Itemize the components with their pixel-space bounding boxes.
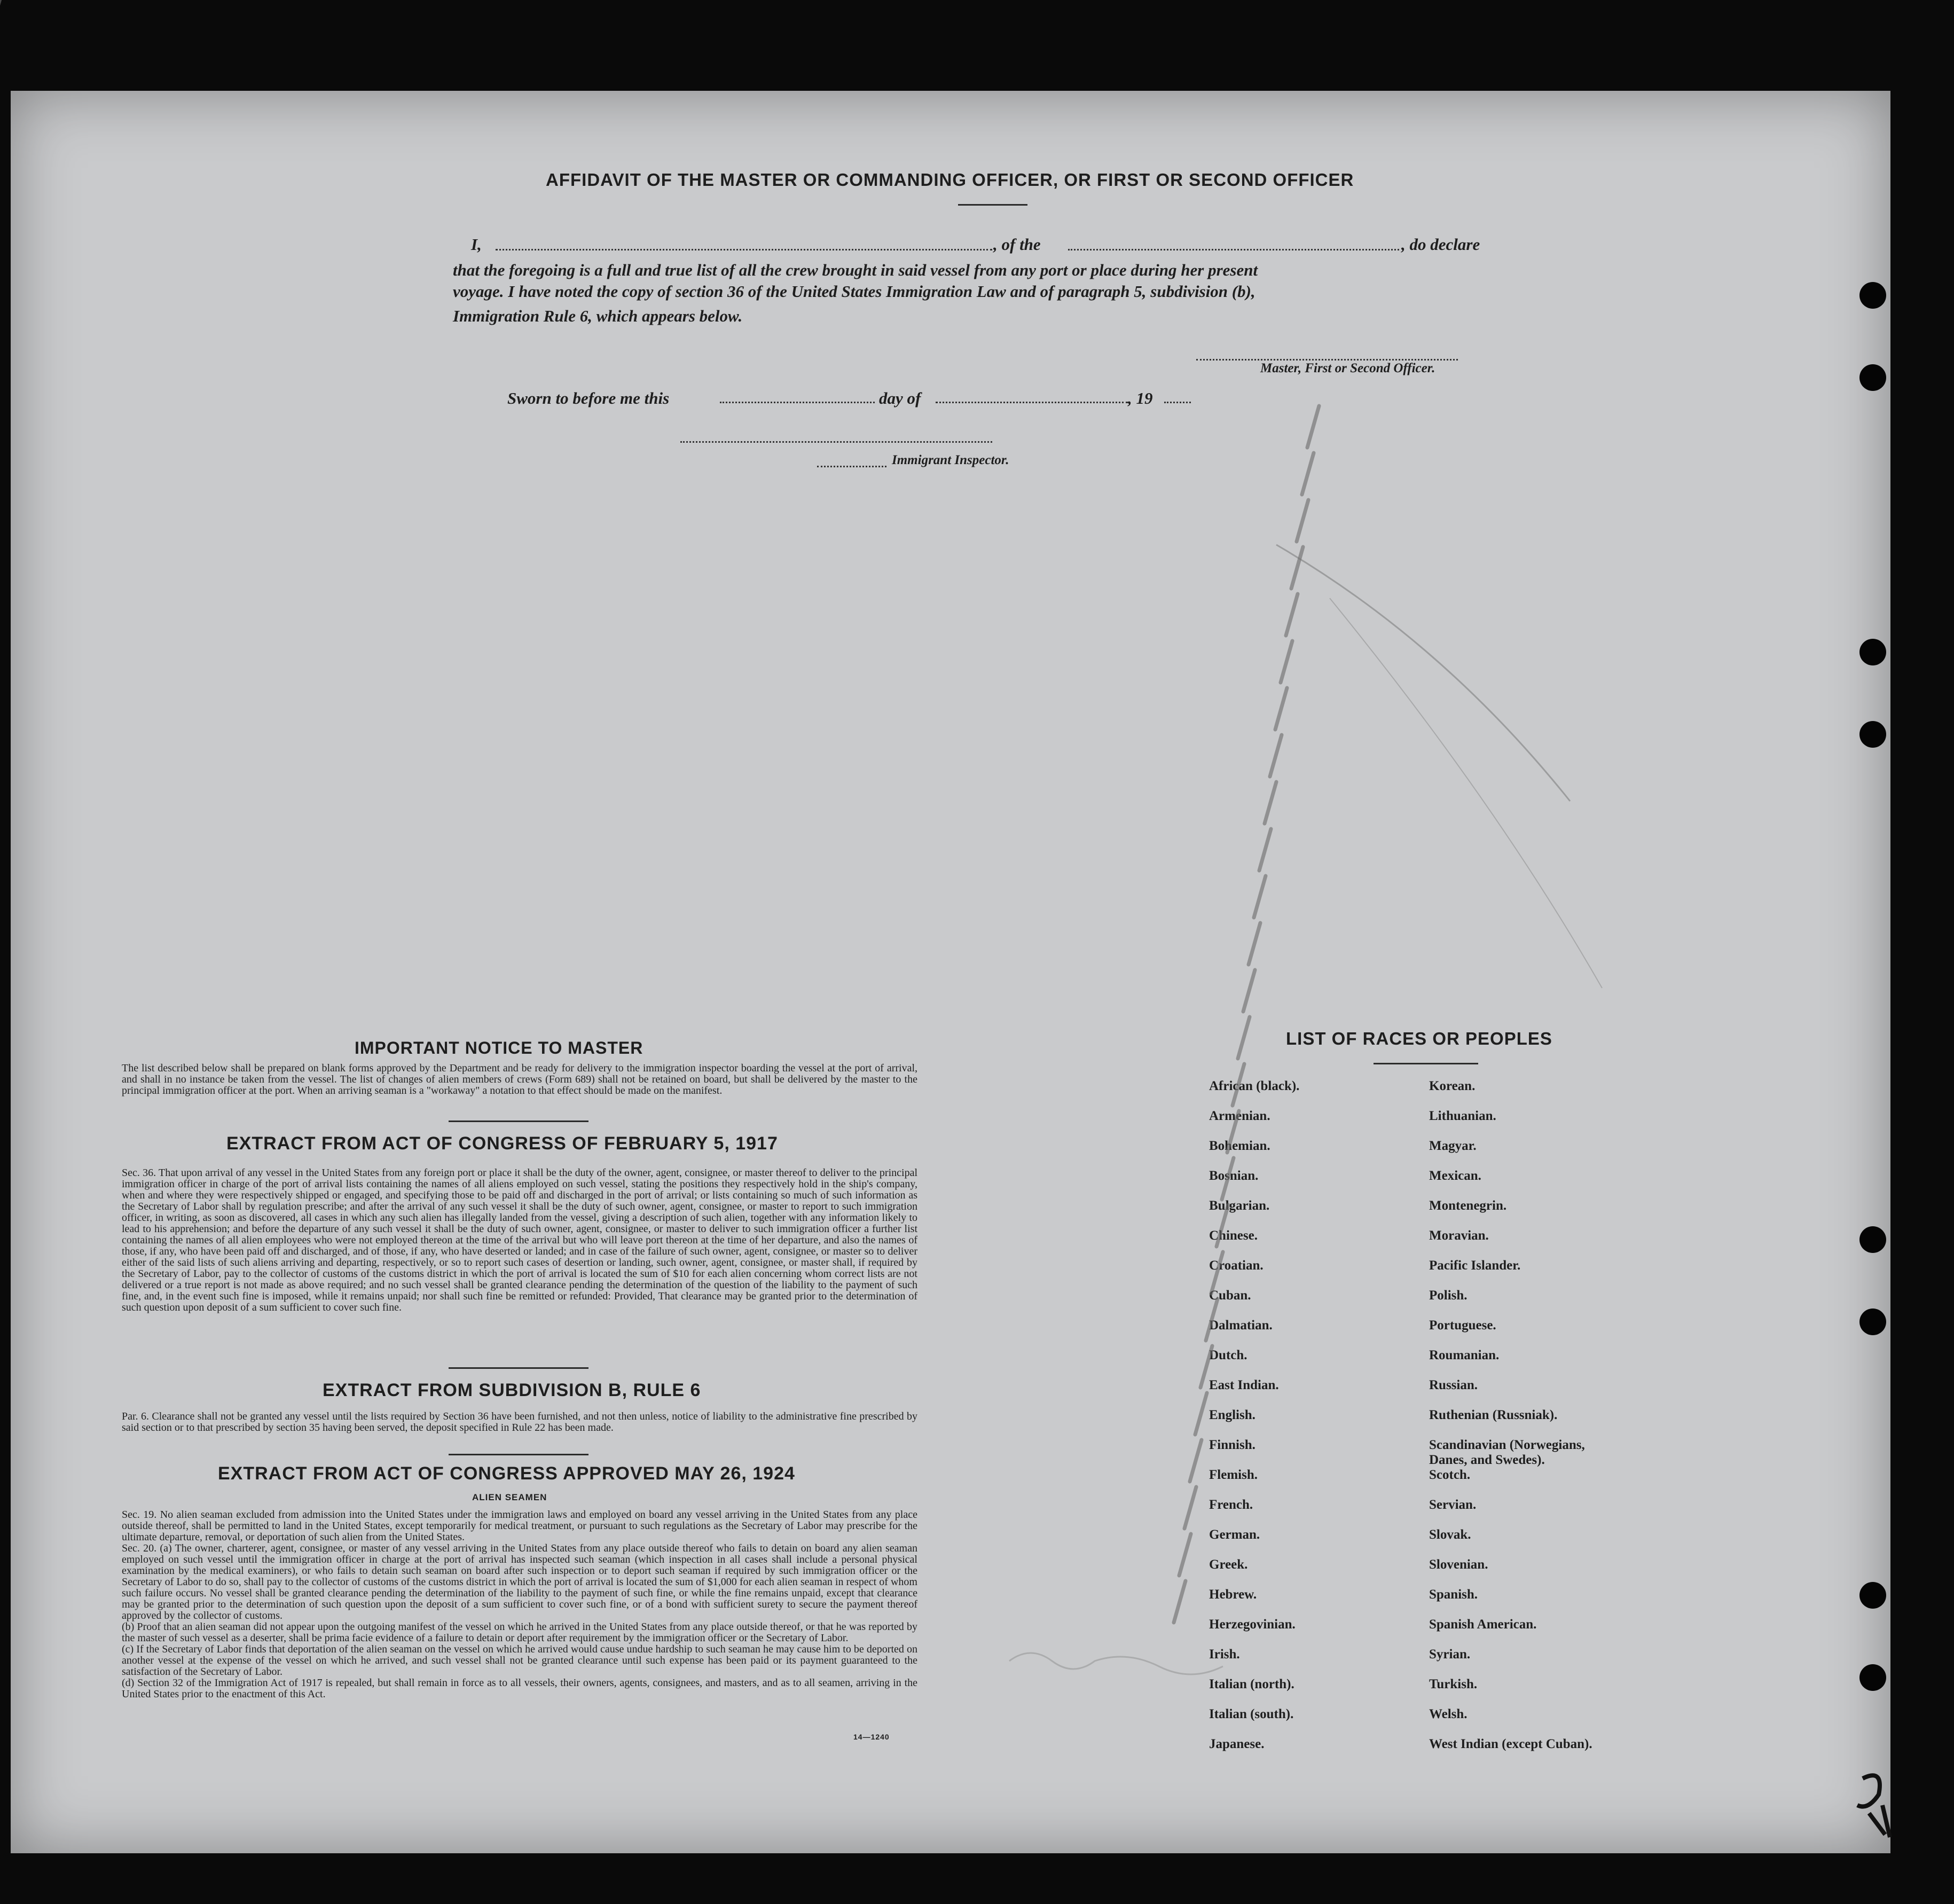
rule-6-title: EXTRACT FROM SUBDIVISION B, RULE 6 — [323, 1380, 701, 1400]
race-item: Cuban. — [1209, 1288, 1251, 1303]
race-item: Japanese. — [1209, 1737, 1265, 1751]
race-item: Syrian. — [1429, 1647, 1471, 1662]
race-item: Bosnian. — [1209, 1169, 1259, 1183]
race-item: Lithuanian. — [1429, 1109, 1496, 1123]
race-item: African (black). — [1209, 1079, 1300, 1093]
day-of-text: day of — [879, 389, 921, 408]
pencil-stroke — [1302, 453, 1314, 495]
extract-1917-text: Sec. 36. That upon arrival of any vessel in the United States from any foreign port or place it shall be the duty of the owner, agent, consignee, or master thereof to deliver to the principal immigration officer in charge of the port of arrival lists containing the names of all aliens employed on such vessel, stating the positions they respectively hold in the ship's company, when and where they were respectively shipped or engaged, and specifying those to be paid off and discharged in the port of arrival; or lists containing so much of such information as the Secretary of Labor shall by regulation prescribe; and after the arrival of any such vessel it shall be the duty of such owner, agent, consignee, or master to report to such immigration officer, in writing, as soon as discovered, all cases in which any such alien has illegally landed from the vessel, giving a description of such alien, together with any information likely to lead to his apprehension; and before the departure of any such vessel it shall be the duty of such owner, agent, consignee, or master to deliver to such immigration officer a further list containing the names of all alien employees who were not employed thereon at the time of the arrival but who will leave port thereon at the time of her departure, and also the names of those, if any, who have been paid off and discharged, and of those, if any, who have deserted or landed; and in case of the failure of such owner, agent, consignee, or master so to deliver either of the said lists of such aliens arriving and departing, respectively, or so to report such cases of desertion or landing, such owner, agent, consignee, or master shall, if required by the Secretary of Labor, pay to the collector of customs of the customs district in which the port of arrival is located the sum of $10 for each alien concerning whom correct lists are not delivered or a true report is not made as above required; and no such vessel shall be granted clearance pending the determination of the question of the liability to the payment of such fine, and, in the event such fine is imposed, while it remains unpaid; nor shall such fine be remitted or refunded: Provided, That clearance may be granted prior to the determination of such question upon deposit of a sum sufficient to cover such fine. — [122, 1167, 917, 1313]
affidavit-i: I, — [471, 235, 482, 254]
pencil-stroke — [1227, 1111, 1239, 1153]
race-item: Irish. — [1209, 1647, 1240, 1662]
race-item: Chinese. — [1209, 1228, 1258, 1243]
race-item: West Indian (except Cuban). — [1429, 1737, 1592, 1751]
race-item: Scotch. — [1429, 1468, 1471, 1482]
pencil-stroke — [1286, 594, 1298, 636]
race-item: East Indian. — [1209, 1378, 1279, 1392]
race-item: Moravian. — [1429, 1228, 1489, 1243]
extract-1924-title: EXTRACT FROM ACT OF CONGRESS APPROVED MAY 26, 1924 — [218, 1463, 795, 1484]
race-item: Magyar. — [1429, 1139, 1477, 1153]
race-item: Portuguese. — [1429, 1318, 1496, 1333]
sworn-text: Sworn to before me this — [507, 389, 670, 408]
race-item: Russian. — [1429, 1378, 1478, 1392]
race-item: Welsh. — [1429, 1707, 1468, 1721]
race-item: Herzegovinian. — [1209, 1617, 1296, 1632]
pencil-stroke — [1206, 1299, 1218, 1341]
affidavit-title: AFFIDAVIT OF THE MASTER OR COMMANDING OFFICER, OR FIRST OR SECOND OFFICER — [546, 170, 1354, 190]
race-item: Italian (north). — [1209, 1677, 1294, 1691]
pencil-stroke — [1200, 1346, 1212, 1388]
races-title: LIST OF RACES OR PEOPLES — [1286, 1029, 1552, 1048]
race-item: Roumanian. — [1429, 1348, 1500, 1362]
race-item: Armenian. — [1209, 1109, 1270, 1123]
pencil-stroke — [1291, 547, 1303, 589]
race-item: Slovak. — [1429, 1527, 1471, 1542]
race-item: Dutch. — [1209, 1348, 1247, 1362]
race-item: Bohemian. — [1209, 1139, 1270, 1153]
pencil-stroke — [1184, 1487, 1196, 1529]
pencil-stroke — [1259, 829, 1271, 871]
race-item: Bulgarian. — [1209, 1198, 1270, 1213]
race-item: Polish. — [1429, 1288, 1468, 1303]
race-item: Hebrew. — [1209, 1587, 1257, 1602]
alien-seamen-subtitle: ALIEN SEAMEN — [472, 1492, 547, 1502]
pencil-stroke — [1195, 1393, 1207, 1435]
race-item: Servian. — [1429, 1498, 1477, 1512]
race-item: Mexican. — [1429, 1169, 1481, 1183]
race-item: Korean. — [1429, 1079, 1476, 1093]
race-item: Flemish. — [1209, 1468, 1258, 1482]
pencil-stroke — [1179, 1534, 1191, 1576]
rule-6-text: Par. 6. Clearance shall not be granted any vessel until the lists required by Section 36 have been furnished, and not then unless, notice of liability to the administrative fine prescribed by said section or to that prescribed by section 35 having been served, the deposit specified in Rule 22 has been made. — [122, 1411, 917, 1433]
affidavit-line-2: that the foregoing is a full and true list of all the crew brought in said vessel from any port or place during her present — [453, 261, 1258, 279]
race-item: Scandinavian (Norwegians, Danes, and Swedes). — [1429, 1438, 1585, 1467]
race-item: Dalmatian. — [1209, 1318, 1273, 1333]
race-item: German. — [1209, 1527, 1260, 1542]
sec-20a: Sec. 20. (a) The owner, charterer, agent, consignee, or master of any vessel arriving in the United States from any place outside thereof who fails to detain on board any alien seaman employed on such vessel until the immigration officer in charge at the port of arrival has inspected such seaman (which inspection in all cases shall include a personal physical examination by the medical examiners), or who fails to detain such seaman on board after such inspection or to deport such seaman if required by such immigration officer or the Secretary of Labor to do so, shall pay to the collector of customs of the customs district in which the port of arrival is located the sum of $1,000 for each alien seaman in respect of whom such failure occurs. No vessel shall be granted clearance pending the determination of the liability to the payment of such fine, or while the fine remains unpaid, except that clearance may be granted prior to the determination of such question upon the deposit of a sum sufficient to cover such fine, or of a bond with sufficient surety to secure the payment thereof approved by the collector of customs. — [122, 1542, 917, 1621]
sec-20d: (d) Section 32 of the Immigration Act of 1917 is repealed, but shall remain in force as to all vessels, their owners, agents, consignees, and masters, and as to all seamen, arriving in the United States prior to the enactment of this Act. — [122, 1677, 917, 1700]
race-item: Spanish American. — [1429, 1617, 1537, 1632]
race-item: Greek. — [1209, 1557, 1248, 1572]
inspector-label: Immigrant Inspector. — [892, 453, 1009, 467]
sec-19: Sec. 19. No alien seaman excluded from admission into the United States under the immigration laws and employed on board any vessel arriving in the United States from any place outside thereof, shall be permitted to land in the United States, except temporarily for medical treatment, or pursuant to such regulations as the Secretary of Labor may prescribe for the ultimate departure, removal, or deportation of such alien from the United States. — [122, 1509, 917, 1543]
extract-1917-title: EXTRACT FROM ACT OF CONGRESS OF FEBRUARY 5, 1917 — [226, 1133, 778, 1154]
pencil-stroke — [1233, 1064, 1244, 1106]
race-item: Pacific Islander. — [1429, 1258, 1521, 1273]
race-item: English. — [1209, 1408, 1255, 1422]
notice-text: The list described below shall be prepared on blank forms approved by the Department and be ready for delivery to the immigration inspector boarding the vessel at the port of arrival, and shall in no instance be taken from the vessel. The list of changes of alien members of crews (Form 689) shall not be retained on board, but shall be delivered by the master to the principal immigration officer at the port. When an arriving seaman is a "workaway" a notation to that effect should be made on the manifest. — [122, 1062, 917, 1096]
pencil-stroke — [1174, 1581, 1186, 1623]
affidavit-do-declare: , do declare — [1401, 235, 1480, 254]
pencil-stroke — [1275, 688, 1287, 730]
race-item: Finnish. — [1209, 1438, 1255, 1452]
race-item: Italian (south). — [1209, 1707, 1294, 1721]
pencil-stroke — [1307, 406, 1319, 448]
race-item: Spanish. — [1429, 1587, 1478, 1602]
race-item: Ruthenian (Russniak). — [1429, 1408, 1558, 1422]
sec-20c: (c) If the Secretary of Labor finds that deportation of the alien seaman on the vessel on which he arrived would cause undue hardship to such seaman he may cause him to be deported on another vessel at the expense of the vessel on which he arrived, and such vessel shall not be granted clearance until such expense has been paid or its payment guaranteed to the satisfaction of the Secretary of Labor. — [122, 1643, 917, 1678]
race-item: Slovenian. — [1429, 1557, 1488, 1572]
sec-20b: (b) Proof that an alien seaman did not appear upon the outgoing manifest of the vessel on which he arrived in the United States from any place outside thereof, or that he was reported by the master of such vessel as a deserter, shall be prima facie evidence of a failure to detain or deport after requirement by the immigration officer or the Secretary of Labor. — [122, 1621, 917, 1644]
pencil-stroke — [1297, 500, 1308, 542]
affidavit-of-the: , of the — [993, 235, 1041, 254]
pencil-stroke — [1265, 782, 1276, 824]
race-item: Montenegrin. — [1429, 1198, 1507, 1213]
pencil-stroke — [1270, 735, 1282, 777]
pencil-stroke — [1190, 1440, 1202, 1482]
race-item: French. — [1209, 1498, 1253, 1512]
race-item: Turkish. — [1429, 1677, 1478, 1691]
form-number: 14—1240 — [853, 1733, 890, 1741]
pencil-stroke — [1222, 1158, 1234, 1200]
signature-label: Master, First or Second Officer. — [1260, 361, 1435, 375]
pencil-stroke — [1211, 1252, 1223, 1294]
notice-title: IMPORTANT NOTICE TO MASTER — [355, 1038, 644, 1057]
year-text: , 19 — [1128, 389, 1153, 408]
affidavit-line-4: Immigration Rule 6, which appears below. — [453, 307, 743, 325]
pencil-stroke — [1281, 641, 1292, 683]
pencil-stroke — [1249, 923, 1260, 965]
affidavit-line-3: voyage. I have noted the copy of section 36 of the United States Immigration Law and of paragraph 5, subdivision (b), — [453, 282, 1255, 301]
pencil-stroke — [1238, 1017, 1250, 1059]
pencil-stroke — [1243, 970, 1255, 1012]
pencil-stroke — [1217, 1205, 1228, 1247]
race-item: Croatian. — [1209, 1258, 1264, 1273]
pencil-stroke — [1254, 876, 1266, 918]
